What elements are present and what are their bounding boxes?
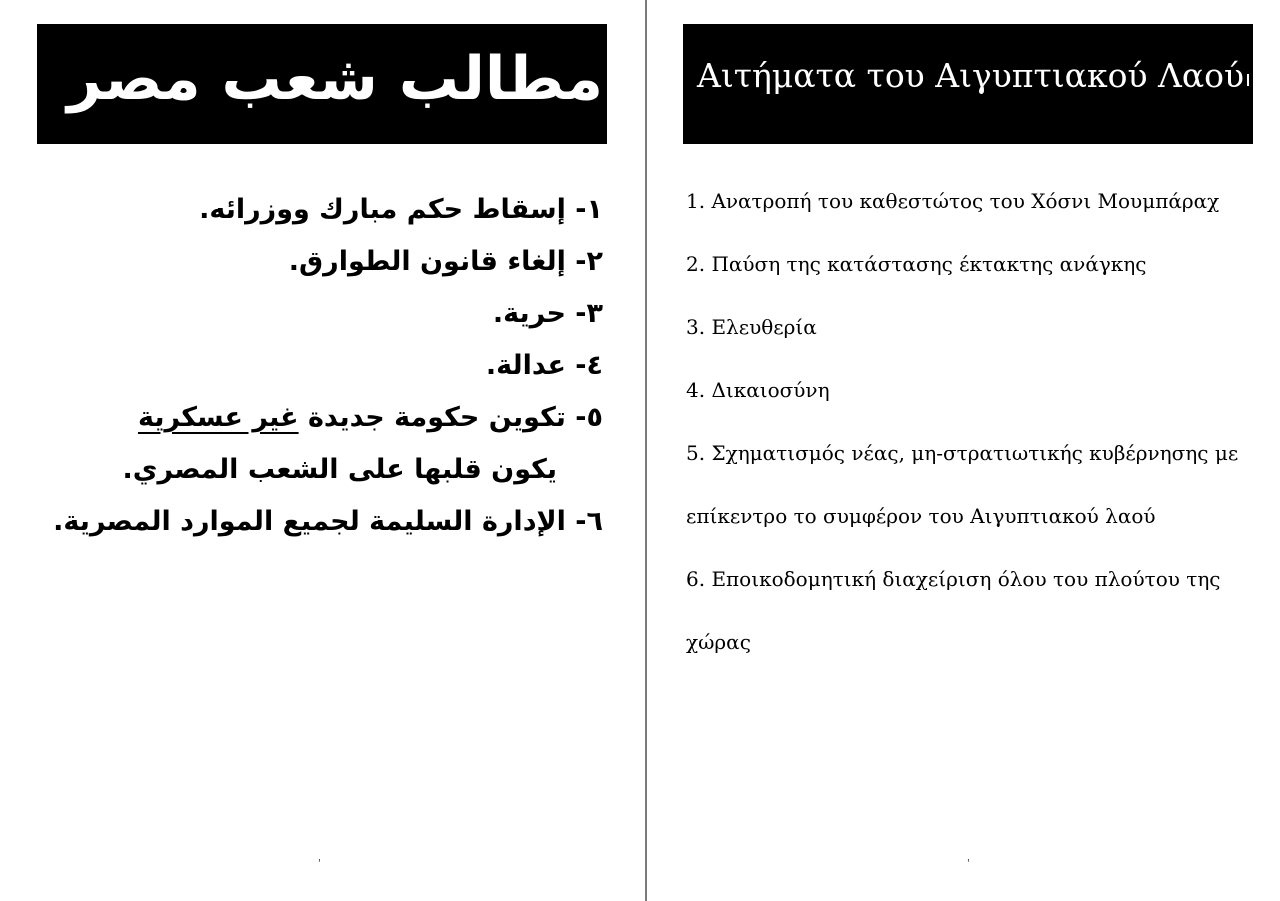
banner-mark <box>1247 74 1249 86</box>
arabic-title-banner <box>37 24 607 144</box>
greek-demand-6: 6. Εποικοδομητική διαχείριση όλου του πλούτου της <box>686 567 1221 591</box>
greek-demand-4: 4. Δικαιοσύνη <box>686 378 830 402</box>
arabic-demands-list <box>37 184 603 548</box>
greek-page-mark: ' <box>967 858 970 869</box>
greek-demand-1: 1. Ανατροπή του καθεστώτος του Χόσνι Μουμπάραχ <box>686 189 1220 213</box>
arabic-title: مطالب شعب مصر <box>67 44 603 114</box>
arabic-demand-6: ٦- الإدارة السليمة لجميع الموارد المصرية. <box>53 506 603 537</box>
arabic-demand-5-continuation: يكون قلبها على الشعب المصري. <box>122 454 557 485</box>
greek-title: Αιτήματα του Αιγυπτιακού Λαού <box>697 56 1245 95</box>
arabic-demand-3: ٣- حرية. <box>492 298 603 329</box>
arabic-demand-2: ٢- إلغاء قانون الطوارق. <box>288 246 603 277</box>
arabic-demand-5 <box>37 392 603 444</box>
arabic-demand-1: ١- إسقاط حكم مبارك ووزرائه. <box>199 194 603 225</box>
greek-demand-5: 5. Σχηματισμός νέας, μη-στρατιωτικής κυβέρνησης με <box>686 441 1239 465</box>
greek-demand-5-continuation: επίκεντρο το συμφέρον του Αιγυπτιακού λαού <box>686 504 1156 528</box>
greek-demand-2: 2. Παύση της κατάστασης έκτακτης ανάγκης <box>686 252 1147 276</box>
arabic-demand-5-underlined: غير عسكرية <box>138 402 299 433</box>
greek-demands-list <box>686 170 1276 674</box>
arabic-demand-5-prefix: ٥- تكوين حكومة جديدة <box>298 402 603 433</box>
arabic-page-mark: ' <box>318 858 321 869</box>
greek-page <box>647 0 1280 901</box>
greek-title-banner <box>683 24 1253 144</box>
greek-demand-6-continuation: χώρας <box>686 630 751 654</box>
arabic-demand-4: ٤- عدالة. <box>485 350 603 381</box>
greek-demand-3: 3. Ελευθερία <box>686 315 817 339</box>
